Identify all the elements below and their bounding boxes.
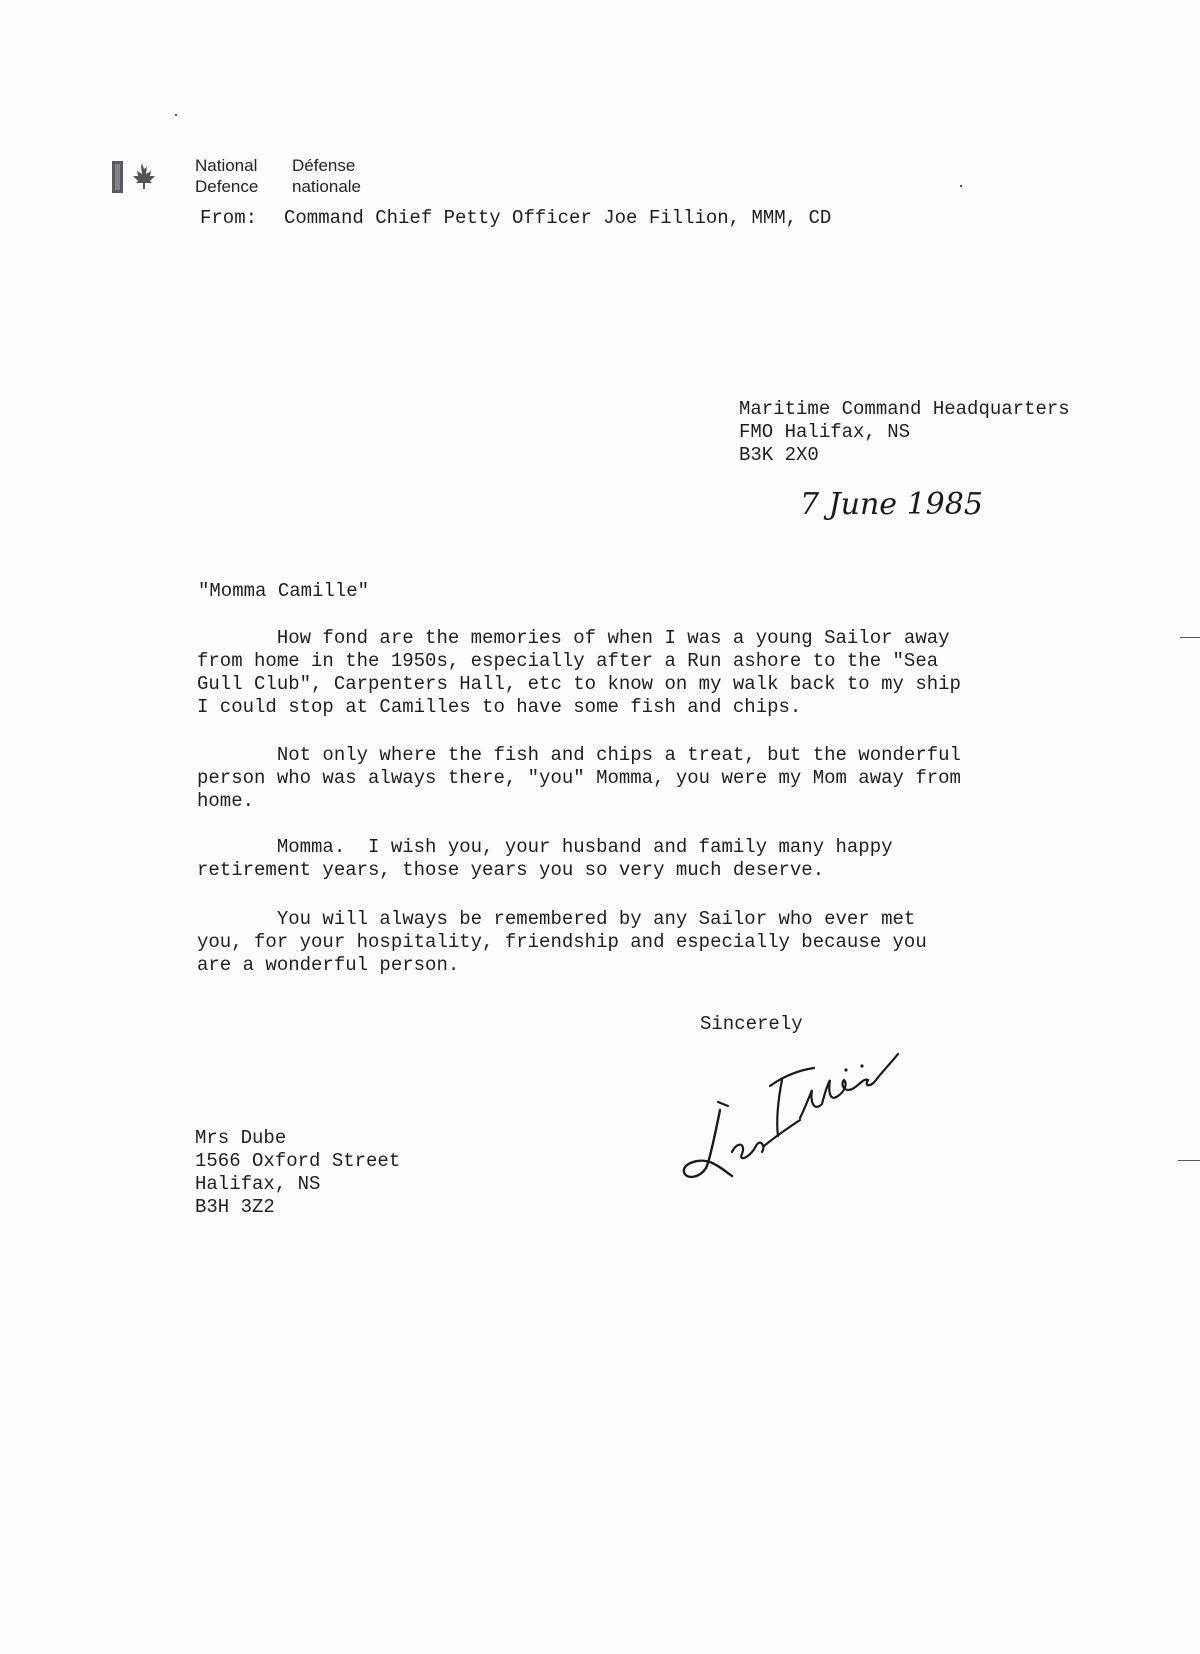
body-line: home.: [197, 790, 255, 812]
body-line: from home in the 1950s, especially after a Run ashore to the "Sea: [197, 650, 939, 672]
recipient-address-line3: Halifax, NS: [195, 1173, 321, 1195]
from-label: From:: [200, 207, 258, 229]
handwritten-date: [798, 478, 998, 540]
body-line: I could stop at Camilles to have some fish and chips.: [197, 696, 802, 718]
canada-flag-icon: [112, 159, 164, 195]
salutation: "Momma Camille": [198, 580, 370, 602]
body-line: How fond are the memories of when I was a young Sailor away: [197, 627, 950, 649]
body-line: Not only where the fish and chips a treat, but the wonderful: [197, 744, 961, 766]
signature: [680, 1040, 910, 1190]
body-line: You will always be remembered by any Sailor who ever met: [197, 908, 916, 930]
body-line: are a wonderful person.: [197, 954, 460, 976]
recipient-address: [195, 1127, 400, 1219]
body-paragraph-1: [197, 627, 1017, 719]
scan-mark: [1180, 637, 1200, 638]
body-paragraph-4: [197, 908, 1017, 977]
body-paragraph-3: [197, 836, 1017, 882]
sender-address-line1: Maritime Command Headquarters: [739, 398, 1070, 420]
recipient-address-line4: B3H 3Z2: [195, 1196, 275, 1218]
letterhead-french-line2: nationale: [292, 177, 362, 196]
closing: Sincerely: [700, 1013, 803, 1035]
letterhead-english-line1: National: [195, 156, 258, 175]
body-paragraph-2: [197, 744, 1017, 813]
handwritten-date-text: 7 June 1985: [800, 487, 983, 522]
letterhead-english: [195, 155, 258, 197]
body-line: person who was always there, "you" Momma, you were my Mom away from: [197, 767, 961, 789]
sender-address-line2: FMO Halifax, NS: [739, 421, 911, 443]
body-line: Gull Club", Carpenters Hall, etc to know on my walk back to my ship: [197, 673, 961, 695]
scan-mark: [960, 185, 962, 187]
recipient-address-line1: Mrs Dube: [195, 1127, 287, 1149]
letterhead-french-line1: Défense: [292, 156, 356, 175]
body-line: you, for your hospitality, friendship and especially because you: [197, 931, 927, 953]
recipient-address-line2: 1566 Oxford Street: [195, 1150, 401, 1172]
letterhead-french: [292, 155, 361, 197]
from-line: [200, 207, 831, 230]
body-line: Momma. I wish you, your husband and family many happy: [197, 836, 893, 858]
letterhead-english-line2: Defence: [195, 177, 259, 196]
from-value: Command Chief Petty Officer Joe Fillion, MMM, CD: [284, 207, 832, 229]
sender-address-line3: B3K 2X0: [739, 444, 819, 466]
sender-address: [739, 398, 1070, 467]
scan-mark: [1178, 1160, 1200, 1161]
scan-mark: [175, 114, 177, 116]
body-line: retirement years, those years you so very much deserve.: [197, 859, 825, 881]
